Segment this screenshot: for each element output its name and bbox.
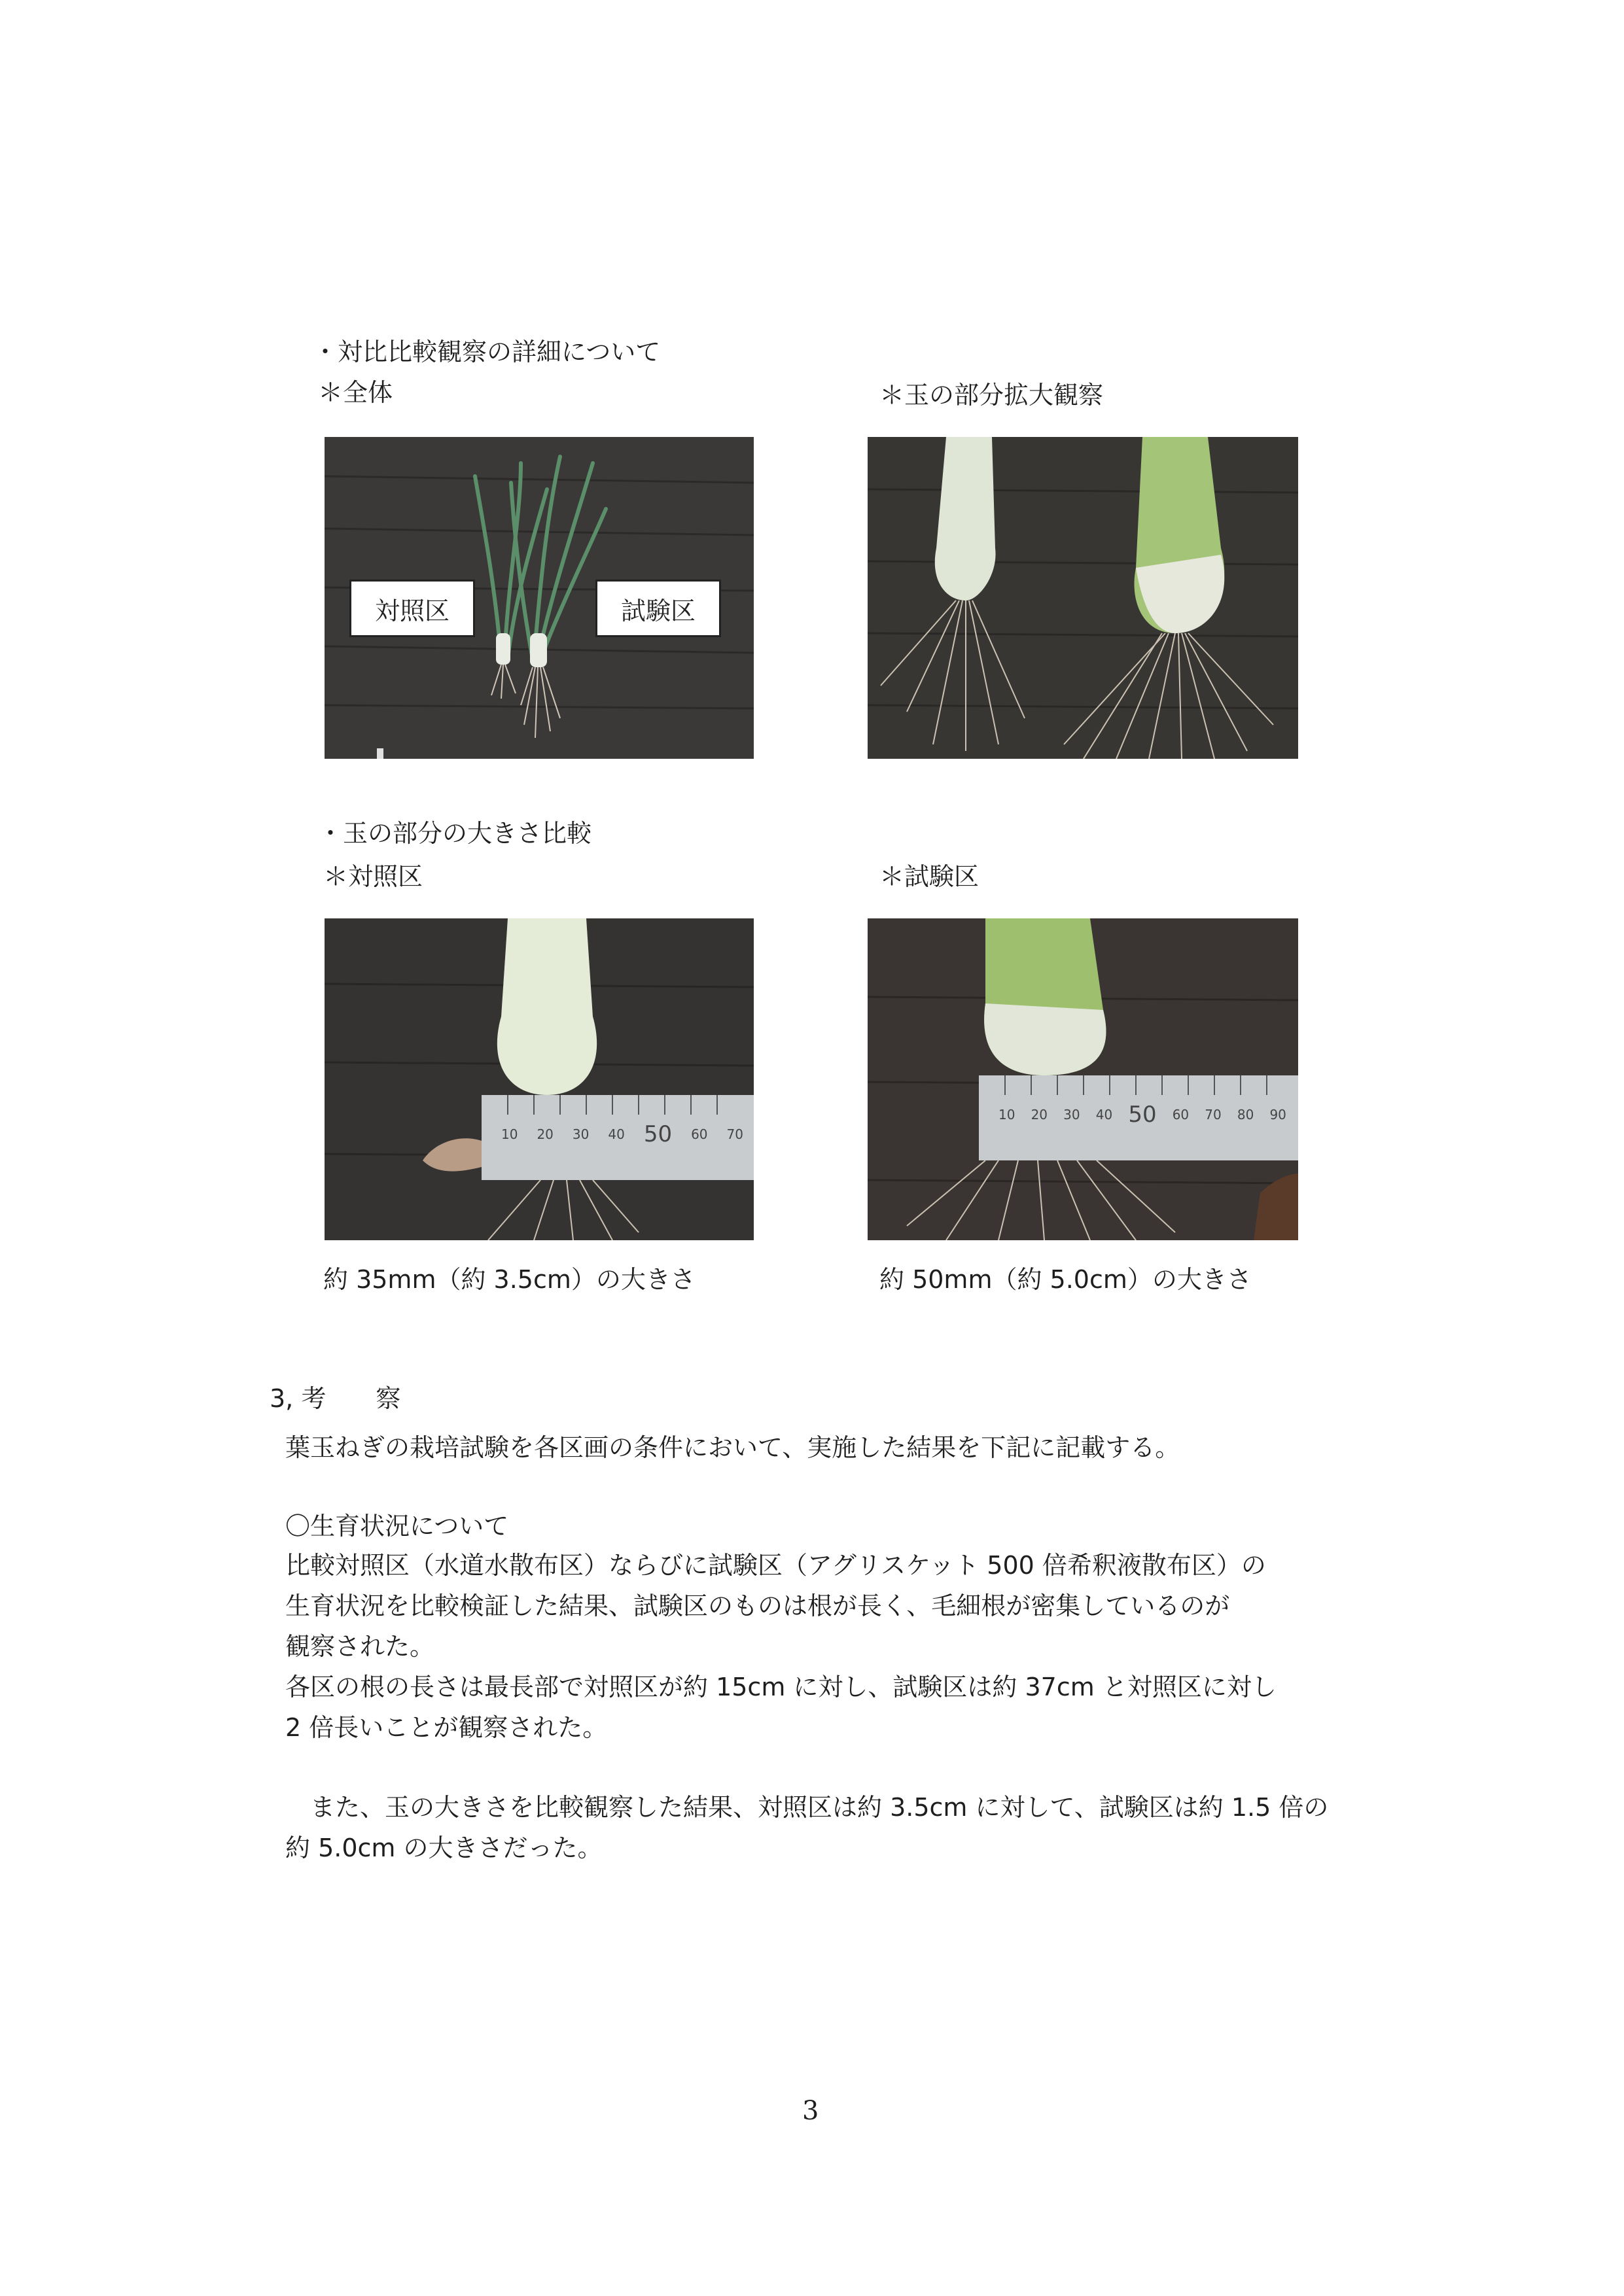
ruler-tick: 50 bbox=[643, 1121, 673, 1147]
ruler-tick: 80 bbox=[1237, 1107, 1254, 1122]
ruler-tick: 40 bbox=[1095, 1107, 1113, 1122]
discussion-line: 生育状況を比較検証した結果、試験区のものは根が長く、毛細根が密集しているのが bbox=[285, 1592, 1230, 1620]
page-number: 3 bbox=[802, 2096, 819, 2126]
zoom-caption: ＊玉の部分拡大観察 bbox=[879, 381, 1104, 409]
label-test: 試験区 bbox=[595, 580, 721, 637]
discussion-line: また、玉の大きさを比較観察した結果、対照区は約 3.5cm に対して、試験区は約 1.5 倍の bbox=[285, 1793, 1329, 1822]
control-caption: ＊対照区 bbox=[323, 862, 423, 891]
test-size-result: 約 50mm（約 5.0cm）の大きさ bbox=[879, 1265, 1252, 1294]
zoom-photo bbox=[868, 437, 1298, 759]
discussion-line: 約 5.0cm の大きさだった。 bbox=[285, 1834, 603, 1862]
ruler-tick: 60 bbox=[1172, 1107, 1190, 1122]
discussion-line: 観察された。 bbox=[285, 1632, 435, 1661]
ruler-tick: 60 bbox=[691, 1126, 708, 1142]
ruler-tick: 90 bbox=[1269, 1107, 1286, 1122]
control-size-photo bbox=[325, 918, 754, 1240]
ruler-tick: 20 bbox=[1031, 1107, 1048, 1122]
label-control: 対照区 bbox=[349, 580, 475, 637]
ruler-tick: 40 bbox=[608, 1126, 625, 1142]
ruler-tick: 50 bbox=[1128, 1102, 1157, 1128]
overall-caption: ＊全体 bbox=[318, 378, 393, 407]
test-caption: ＊試験区 bbox=[879, 862, 980, 891]
ruler-tick: 10 bbox=[998, 1107, 1015, 1122]
ruler-tick: 10 bbox=[501, 1126, 518, 1142]
ruler-tick: 30 bbox=[1063, 1107, 1080, 1122]
ruler-tick: 70 bbox=[1205, 1107, 1222, 1122]
overall-photo bbox=[325, 437, 754, 759]
control-size-result: 約 35mm（約 3.5cm）の大きさ bbox=[323, 1265, 696, 1294]
discussion-intro: 葉玉ねぎの栽培試験を各区画の条件において、実施した結果を下記に記載する。 bbox=[285, 1433, 1180, 1462]
test-size-photo bbox=[868, 918, 1298, 1240]
ruler-right-ticks bbox=[998, 1102, 1286, 1128]
ruler-tick: 30 bbox=[572, 1126, 590, 1142]
discussion-line: 比較対照区（水道水散布区）ならびに試験区（アグリスケット 500 倍希釈液散布区）の bbox=[285, 1551, 1266, 1580]
discussion-line: 2 倍長いことが観察された。 bbox=[285, 1713, 608, 1742]
discussion-title: 3, 考 察 bbox=[270, 1384, 401, 1413]
ruler-left-ticks bbox=[501, 1121, 743, 1147]
detail-heading: ・対比比較観察の詳細について bbox=[313, 338, 661, 366]
ruler-tick: 20 bbox=[537, 1126, 554, 1142]
ruler-tick: 70 bbox=[726, 1126, 743, 1142]
size-heading: ・玉の部分の大きさ比較 bbox=[318, 819, 592, 848]
growth-subheading: 〇生育状況について bbox=[285, 1512, 509, 1540]
discussion-line: 各区の根の長さは最長部で対照区が約 15cm に対し、試験区は約 37cm と対照区に対し bbox=[285, 1673, 1277, 1701]
